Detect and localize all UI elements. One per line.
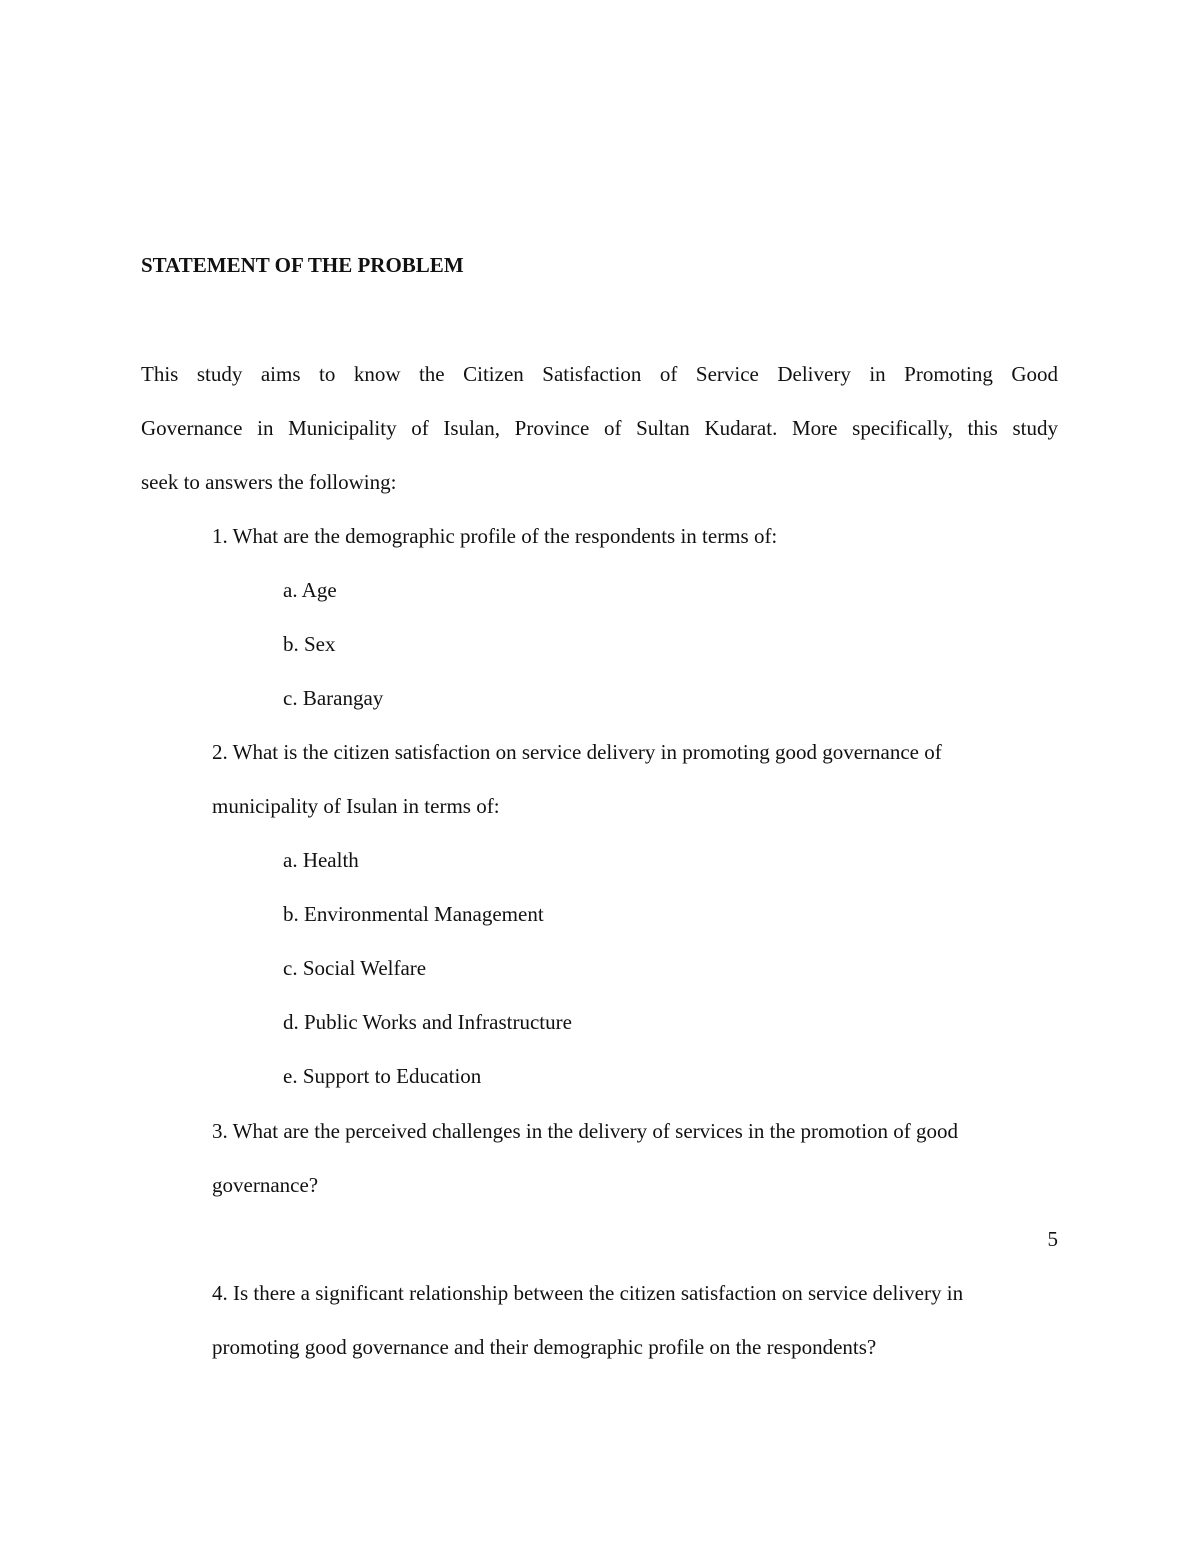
intro-line-2: Governance in Municipality of Isulan, Province of Sultan Kudarat. More specifically, this study <box>141 416 1058 440</box>
page-number: 5 <box>1047 1227 1058 1251</box>
question-2-item-public-works: d. Public Works and Infrastructure <box>283 1010 572 1034</box>
question-3-line-1: 3. What are the perceived challenges in the delivery of services in the promotion of good <box>212 1119 959 1143</box>
question-1: 1. What are the demographic profile of the respondents in terms of: <box>212 524 778 548</box>
question-4-line-1: 4. Is there a significant relationship between the citizen satisfaction on service delivery in <box>212 1281 964 1305</box>
question-2-line-1: 2. What is the citizen satisfaction on service delivery in promoting good governance of <box>212 740 942 764</box>
intro-line-3: seek to answers the following: <box>141 470 397 494</box>
question-2-item-social-welfare: c. Social Welfare <box>283 956 427 980</box>
question-1-item-sex: b. Sex <box>283 632 336 656</box>
section-heading: STATEMENT OF THE PROBLEM <box>141 253 464 277</box>
question-1-item-age: a. Age <box>283 578 337 602</box>
question-2-item-environmental: b. Environmental Management <box>283 902 544 926</box>
question-3-line-2: governance? <box>212 1173 319 1197</box>
question-2-item-health: a. Health <box>283 848 359 872</box>
question-2-item-education: e. Support to Education <box>283 1064 482 1088</box>
question-1-item-barangay: c. Barangay <box>283 686 384 710</box>
question-4-line-2: promoting good governance and their demographic profile on the respondents? <box>212 1335 877 1359</box>
intro-line-1: This study aims to know the Citizen Satisfaction of Service Delivery in Promoting Good <box>141 362 1058 386</box>
question-2-line-2: municipality of Isulan in terms of: <box>212 794 500 818</box>
